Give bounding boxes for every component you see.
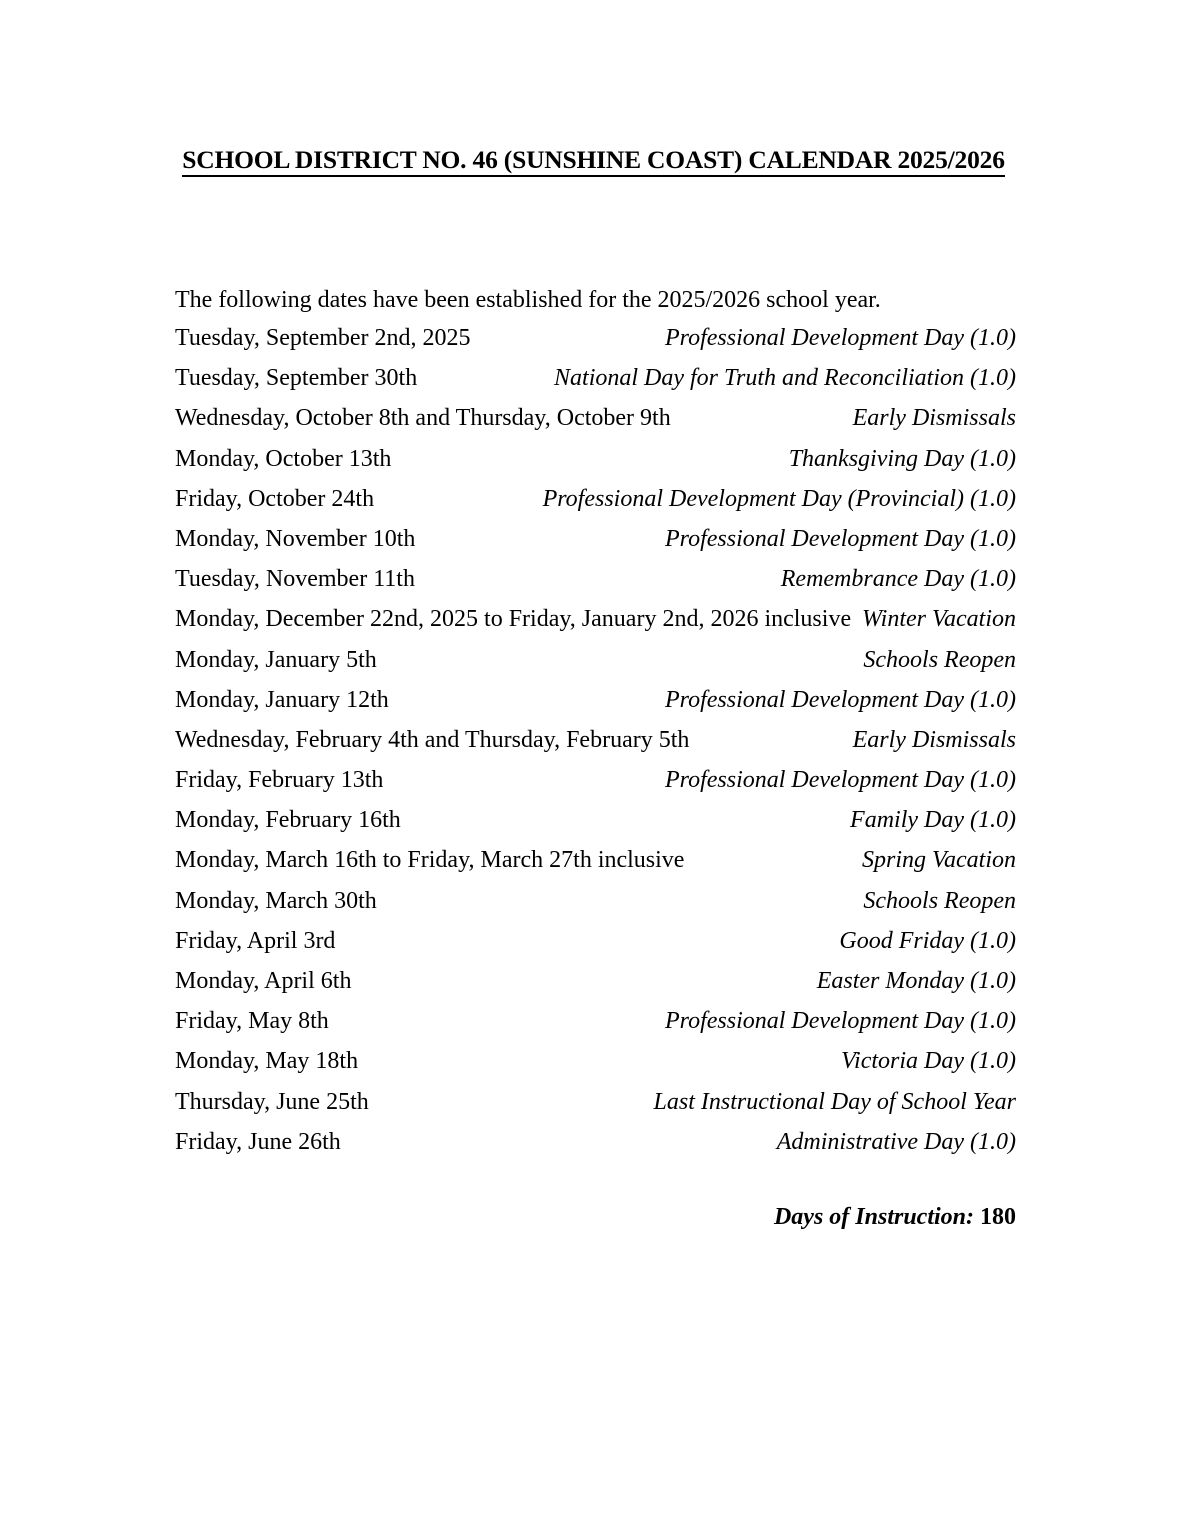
- calendar-row: [175, 720, 1016, 760]
- page-title: SCHOOL DISTRICT NO. 46 (SUNSHINE COAST) CALENDAR 2025/2026: [182, 145, 1005, 177]
- calendar-row: [175, 921, 1016, 961]
- calendar-row: [175, 1122, 1016, 1162]
- calendar-row-event: Winter Vacation: [862, 606, 1016, 633]
- days-of-instruction-value: 180: [980, 1204, 1016, 1230]
- calendar-row-event: Easter Monday (1.0): [816, 968, 1016, 994]
- days-of-instruction-summary: [175, 1203, 1016, 1232]
- calendar-row: [175, 599, 1016, 639]
- calendar-row-event: Victoria Day (1.0): [841, 1048, 1016, 1075]
- calendar-row-date: Monday, March 30th: [175, 887, 377, 914]
- calendar-row-date: Friday, June 26th: [175, 1128, 341, 1155]
- calendar-date-list: [175, 318, 1016, 1162]
- calendar-row-event: Professional Development Day (1.0): [664, 325, 1016, 351]
- calendar-row: [175, 479, 1016, 519]
- calendar-row-date: Monday, March 16th to Friday, March 27th inclusive: [175, 847, 685, 874]
- calendar-row-date: Tuesday, September 30th: [175, 365, 418, 392]
- calendar-row-date: Friday, May 8th: [175, 1008, 329, 1035]
- calendar-row-date: Monday, April 6th: [175, 968, 352, 994]
- calendar-row-date: Monday, May 18th: [175, 1048, 359, 1075]
- calendar-row: [175, 961, 1016, 1001]
- calendar-row-event: Spring Vacation: [862, 847, 1016, 874]
- calendar-row-event: Good Friday (1.0): [839, 927, 1016, 954]
- calendar-row-event: Remembrance Day (1.0): [780, 566, 1016, 593]
- calendar-row-event: Administrative Day (1.0): [776, 1128, 1016, 1155]
- calendar-row: [175, 398, 1016, 438]
- calendar-row-date: Wednesday, October 8th and Thursday, October 9th: [175, 405, 671, 432]
- calendar-row-event: Family Day (1.0): [850, 807, 1016, 834]
- calendar-row-date: Friday, February 13th: [175, 767, 384, 794]
- calendar-row: [175, 559, 1016, 599]
- calendar-row: [175, 1041, 1016, 1081]
- calendar-row: [175, 800, 1016, 840]
- calendar-row-date: Monday, February 16th: [175, 807, 401, 834]
- calendar-row-date: Monday, October 13th: [175, 445, 392, 472]
- calendar-row-event: Schools Reopen: [863, 646, 1016, 673]
- calendar-row-date: Monday, January 12th: [175, 686, 389, 713]
- calendar-row-date: Tuesday, September 2nd, 2025: [175, 325, 471, 351]
- calendar-row: [175, 760, 1016, 800]
- calendar-row-event: National Day for Truth and Reconciliation (1.0): [554, 365, 1016, 392]
- calendar-row-event: Early Dismissals: [852, 726, 1016, 753]
- calendar-row-date: Friday, October 24th: [175, 485, 375, 512]
- calendar-row: [175, 640, 1016, 680]
- calendar-row-event: Early Dismissals: [852, 405, 1016, 432]
- calendar-row-event: Professional Development Day (Provincial) (1.0): [542, 485, 1016, 512]
- calendar-row-event: Schools Reopen: [863, 887, 1016, 914]
- calendar-row-event: Professional Development Day (1.0): [664, 525, 1016, 552]
- calendar-row: [175, 840, 1016, 880]
- calendar-row: [175, 519, 1016, 559]
- calendar-row-event: Professional Development Day (1.0): [664, 1008, 1016, 1035]
- calendar-row-event: Professional Development Day (1.0): [664, 686, 1016, 713]
- calendar-row-event: Thanksgiving Day (1.0): [788, 445, 1016, 472]
- calendar-row-date: Tuesday, November 11th: [175, 566, 415, 593]
- calendar-row: [175, 358, 1016, 398]
- calendar-row: [175, 680, 1016, 720]
- calendar-row-date: Thursday, June 25th: [175, 1088, 369, 1115]
- calendar-row: [175, 439, 1016, 479]
- calendar-row-date: Monday, January 5th: [175, 646, 377, 673]
- intro-paragraph: The following dates have been established for the 2025/2026 school year.: [175, 287, 881, 313]
- calendar-row-date: Monday, December 22nd, 2025 to Friday, January 2nd, 2026 inclusive: [175, 606, 852, 633]
- calendar-row: [175, 1001, 1016, 1041]
- calendar-row-event: Professional Development Day (1.0): [664, 767, 1016, 794]
- calendar-row-date: Wednesday, February 4th and Thursday, February 5th: [175, 726, 690, 753]
- calendar-row-date: Monday, November 10th: [175, 525, 416, 552]
- calendar-row-date: Friday, April 3rd: [175, 927, 336, 954]
- days-of-instruction-label: Days of Instruction:: [773, 1204, 974, 1230]
- calendar-row-event: Last Instructional Day of School Year: [653, 1088, 1016, 1115]
- calendar-row: [175, 1082, 1016, 1122]
- title-container: [0, 128, 1187, 194]
- calendar-row: [175, 881, 1016, 921]
- calendar-row: [175, 318, 1016, 358]
